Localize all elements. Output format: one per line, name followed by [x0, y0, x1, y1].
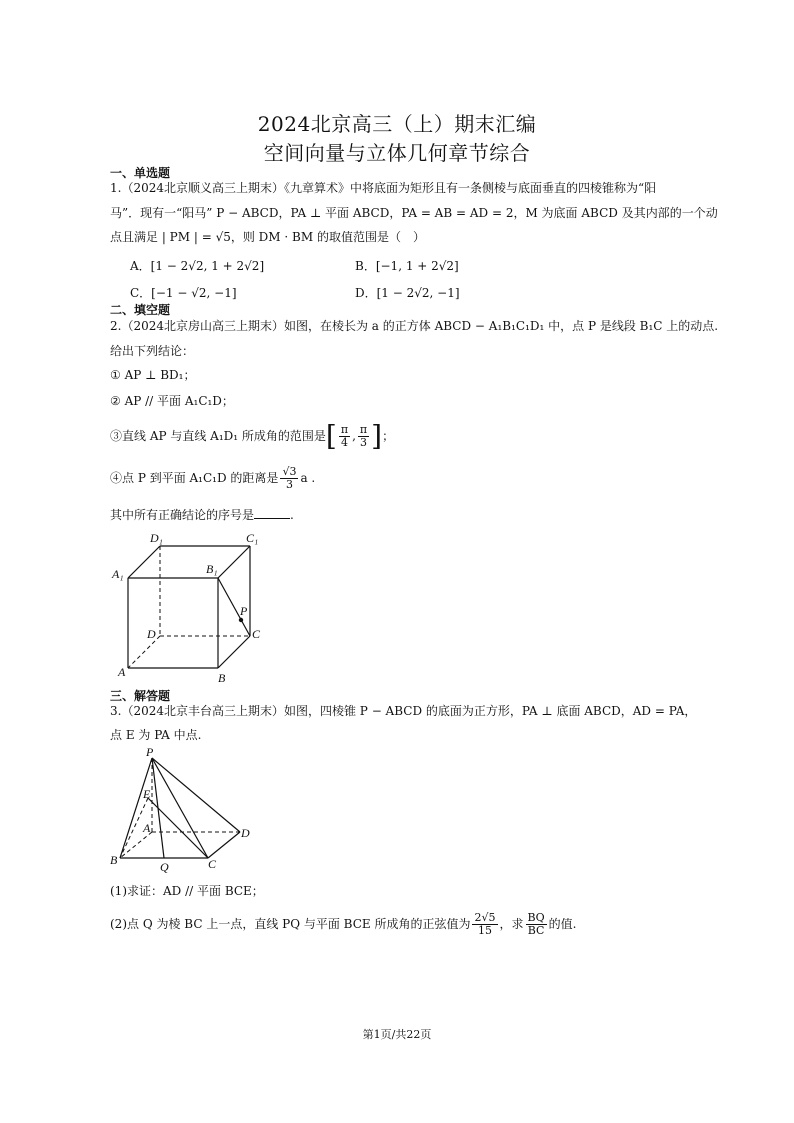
- label-a1: A₁: [112, 567, 124, 581]
- q2-conclusion-1: ① AP ⊥ BD₁；: [110, 368, 196, 382]
- label-p: P: [240, 604, 248, 618]
- section-fill-blank: 二、填空题: [110, 303, 171, 317]
- label-b1: B₁: [206, 562, 218, 576]
- label-a: A: [118, 665, 126, 679]
- label-c: C: [252, 627, 261, 641]
- q3-part1: (1)求证：AD // 平面 BCE；: [110, 884, 264, 898]
- label-c1: C₁: [246, 531, 259, 545]
- q2-conclusion-2: ② AP // 平面 A₁C₁D；: [110, 394, 234, 408]
- label-q: Q: [160, 860, 169, 874]
- q3-line2: 点 E 为 PA 中点.: [110, 728, 202, 742]
- doc-title-line2: 空间向量与立体几何章节综合: [263, 141, 531, 165]
- q2-line2: 给出下列结论：: [110, 344, 195, 358]
- label-d: D: [147, 627, 156, 641]
- pyramid-figure: [108, 746, 258, 874]
- label-e: E: [143, 787, 151, 801]
- label-d1: D₁: [150, 531, 163, 545]
- doc-title-line1: 2024北京高三（上）期末汇编: [257, 112, 537, 136]
- label-b: B: [218, 671, 226, 685]
- label-d: D: [241, 826, 250, 840]
- answer-blank[interactable]: [254, 506, 290, 519]
- q2-line1: 2.（2024北京房山高三上期末）如图，在棱长为 a 的正方体 ABCD − A₁B₁C₁D₁ 中，点 P 是线段 B₁C 上的动点.: [110, 319, 719, 333]
- q1-line2: 马”．现有一“阳马” P − ABCD，PA ⊥ 平面 ABCD，PA = AB = AD = 2，M 为底面 ABCD 及其内部的一个动: [110, 206, 718, 220]
- section-answer: 三、解答题: [110, 689, 171, 703]
- cube-figure: [110, 530, 270, 685]
- q1-line3: 点且满足 | PM | = √5，则 DM · BM 的取值范围是（ ）: [110, 230, 425, 244]
- page-number: 第1页/共22页: [362, 1028, 432, 1041]
- q1-option-d: D．[1 − 2√2, −1]: [355, 286, 460, 300]
- q2-conclusion-3: ③直线 AP 与直线 A₁D₁ 所成角的范围是[ $\frac{\pi}{4}$ , $\frac{\pi}{3}$ ]；: [110, 419, 395, 453]
- q3-part2: (2)点 Q 为棱 BC 上一点，直线 PQ 与平面 BCE 所成角的正弦值为 $\frac{2√5}{15}$ ，求 $\frac{BQ}{BC}$ 的值.: [110, 911, 577, 937]
- section-single-choice: 一、单选题: [110, 166, 171, 180]
- q2-conclusion-4: ④点 P 到平面 A₁C₁D 的距离是 $\frac{√3}{3}$ a .: [110, 465, 316, 491]
- q2-ask: 其中所有正确结论的序号是 .: [110, 508, 294, 522]
- q1-option-a: A．[1 − 2√2, 1 + 2√2]: [130, 259, 265, 273]
- label-a: A: [143, 821, 151, 835]
- q1-option-b: B．[−1, 1 + 2√2]: [355, 259, 459, 273]
- q1-option-c: C．[−1 − √2, −1]: [130, 286, 237, 300]
- label-p: P: [146, 746, 154, 759]
- label-c: C: [208, 857, 217, 871]
- q3-line1: 3.（2024北京丰台高三上期末）如图，四棱锥 P − ABCD 的底面为正方形，PA ⊥ 底面 ABCD，AD = PA，: [110, 704, 697, 718]
- q1-line1: 1.（2024北京顺义高三上期末）《九章算术》中将底面为矩形且有一条侧棱与底面垂直的四棱锥称为“阳: [110, 181, 657, 195]
- label-b: B: [110, 853, 118, 867]
